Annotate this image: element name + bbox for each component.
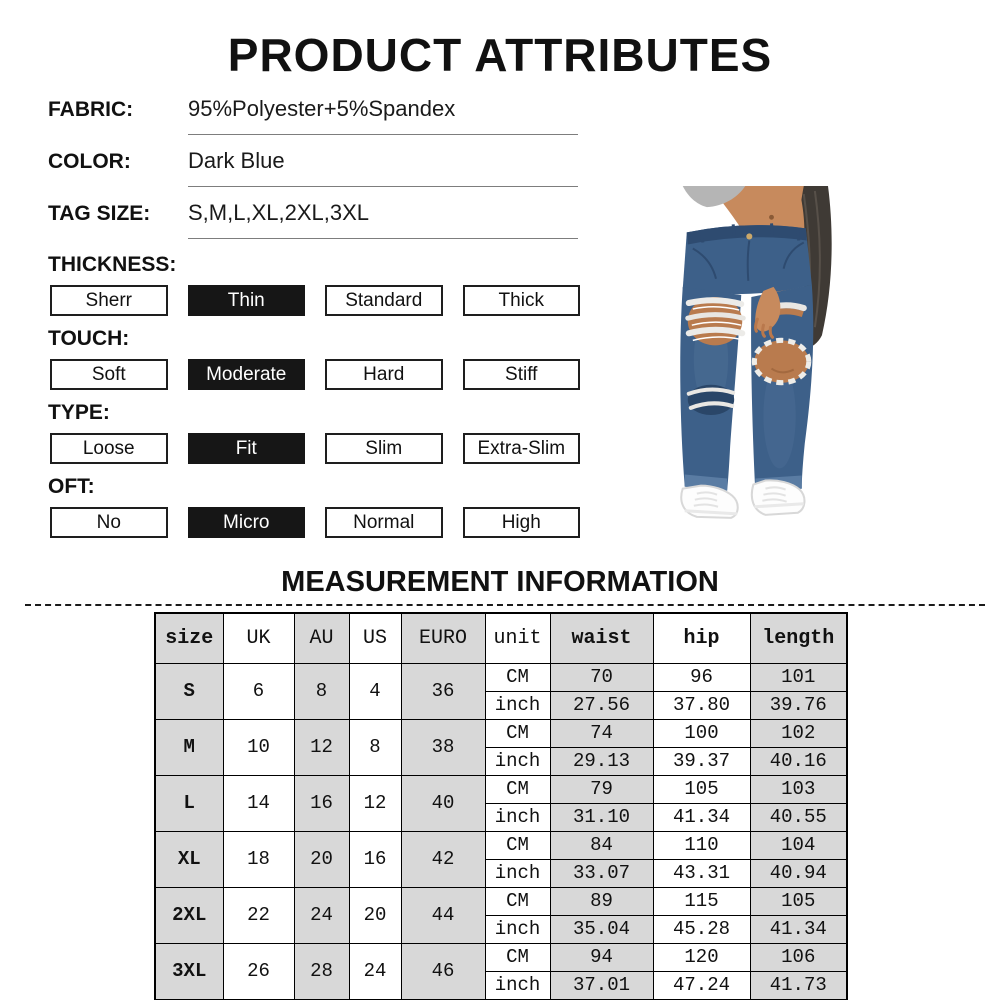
header-cell-size: size <box>155 613 223 664</box>
fabric-row <box>48 96 578 140</box>
size-cell: 2XL <box>155 888 223 944</box>
type-option-fit[interactable]: Fit <box>188 433 306 464</box>
thickness-option-sherr[interactable]: Sherr <box>50 285 168 316</box>
table-cell: 12 <box>294 720 349 776</box>
unit-cell: inch <box>485 972 550 1000</box>
table-cell: 27.56 <box>550 692 653 720</box>
table-cell: 70 <box>550 664 653 692</box>
size-cell: 3XL <box>155 944 223 1000</box>
color-label: COLOR: <box>48 150 131 173</box>
table-cell: 20 <box>349 888 401 944</box>
table-cell: 105 <box>750 888 847 916</box>
unit-cell: inch <box>485 748 550 776</box>
fabric-label: FABRIC: <box>48 98 134 121</box>
divider <box>188 238 578 239</box>
table-cell: 6 <box>223 664 294 720</box>
table-cell: 33.07 <box>550 860 653 888</box>
type-section <box>48 401 580 464</box>
table-cell: 102 <box>750 720 847 748</box>
table-cell: 22 <box>223 888 294 944</box>
thickness-option-thin[interactable]: Thin <box>188 285 306 316</box>
table-row <box>155 664 847 692</box>
table-cell: 18 <box>223 832 294 888</box>
table-cell: 36 <box>401 664 485 720</box>
table-row <box>155 888 847 916</box>
table-cell: 38 <box>401 720 485 776</box>
table-cell: 29.13 <box>550 748 653 776</box>
table-cell: 16 <box>294 776 349 832</box>
table-cell: 40.94 <box>750 860 847 888</box>
oft-option-high[interactable]: High <box>463 507 581 538</box>
table-cell: 8 <box>294 664 349 720</box>
unit-cell: CM <box>485 664 550 692</box>
tag-size-label: TAG SIZE: <box>48 202 151 225</box>
table-cell: 47.24 <box>653 972 750 1000</box>
table-cell: 20 <box>294 832 349 888</box>
size-cell: XL <box>155 832 223 888</box>
fabric-value: 95%Polyester+5%Spandex <box>188 96 456 121</box>
table-cell: 10 <box>223 720 294 776</box>
unit-cell: inch <box>485 916 550 944</box>
table-cell: 16 <box>349 832 401 888</box>
table-row <box>155 776 847 804</box>
oft-options <box>50 507 580 538</box>
table-cell: 39.76 <box>750 692 847 720</box>
type-option-loose[interactable]: Loose <box>50 433 168 464</box>
table-cell: 45.28 <box>653 916 750 944</box>
unit-cell: CM <box>485 720 550 748</box>
type-option-slim[interactable]: Slim <box>325 433 443 464</box>
table-row <box>155 720 847 748</box>
thickness-section <box>48 253 580 316</box>
table-cell: 12 <box>349 776 401 832</box>
touch-label: TOUCH: <box>48 327 130 350</box>
touch-option-moderate[interactable]: Moderate <box>188 359 306 390</box>
product-photo <box>652 186 890 534</box>
type-label: TYPE: <box>48 401 110 424</box>
measurement-title: MEASUREMENT INFORMATION <box>281 566 719 598</box>
table-cell: 42 <box>401 832 485 888</box>
table-cell: 39.37 <box>653 748 750 776</box>
header-cell-waist: waist <box>550 613 653 664</box>
table-cell: 35.04 <box>550 916 653 944</box>
header-cell-hip: hip <box>653 613 750 664</box>
table-cell: 41.34 <box>750 916 847 944</box>
table-cell: 37.80 <box>653 692 750 720</box>
table-cell: 110 <box>653 832 750 860</box>
table-cell: 24 <box>294 888 349 944</box>
size-cell: L <box>155 776 223 832</box>
header-cell-length: length <box>750 613 847 664</box>
table-cell: 84 <box>550 832 653 860</box>
tag-size-value: S,M,L,XL,2XL,3XL <box>188 200 369 225</box>
page-title: PRODUCT ATTRIBUTES <box>227 29 773 81</box>
size-cell: S <box>155 664 223 720</box>
size-table-head <box>155 613 847 664</box>
header-cell-UK: UK <box>223 613 294 664</box>
table-cell: 101 <box>750 664 847 692</box>
table-cell: 115 <box>653 888 750 916</box>
touch-option-hard[interactable]: Hard <box>325 359 443 390</box>
touch-option-soft[interactable]: Soft <box>50 359 168 390</box>
table-cell: 31.10 <box>550 804 653 832</box>
unit-cell: CM <box>485 776 550 804</box>
table-cell: 105 <box>653 776 750 804</box>
table-cell: 24 <box>349 944 401 1000</box>
table-cell: 4 <box>349 664 401 720</box>
unit-cell: inch <box>485 692 550 720</box>
type-option-extra-slim[interactable]: Extra-Slim <box>463 433 581 464</box>
thickness-option-thick[interactable]: Thick <box>463 285 581 316</box>
table-cell: 40 <box>401 776 485 832</box>
divider <box>188 134 578 135</box>
type-options <box>50 433 580 464</box>
oft-option-micro[interactable]: Micro <box>188 507 306 538</box>
thickness-options <box>50 285 580 316</box>
table-cell: 43.31 <box>653 860 750 888</box>
ripped-jeans-illustration <box>652 186 890 534</box>
oft-label: OFT: <box>48 475 95 498</box>
touch-section <box>48 327 580 390</box>
table-row <box>155 944 847 972</box>
header-cell-unit: unit <box>485 613 550 664</box>
table-cell: 41.73 <box>750 972 847 1000</box>
header-cell-US: US <box>349 613 401 664</box>
table-cell: 104 <box>750 832 847 860</box>
table-cell: 94 <box>550 944 653 972</box>
oft-option-no[interactable]: No <box>50 507 168 538</box>
table-cell: 40.16 <box>750 748 847 776</box>
table-cell: 79 <box>550 776 653 804</box>
table-cell: 26 <box>223 944 294 1000</box>
table-cell: 100 <box>653 720 750 748</box>
tag-size-row <box>48 200 578 244</box>
thickness-option-standard[interactable]: Standard <box>325 285 443 316</box>
table-cell: 96 <box>653 664 750 692</box>
table-cell: 28 <box>294 944 349 1000</box>
unit-cell: inch <box>485 860 550 888</box>
header-cell-AU: AU <box>294 613 349 664</box>
touch-options <box>50 359 580 390</box>
size-table <box>154 612 848 1000</box>
size-cell: M <box>155 720 223 776</box>
table-cell: 44 <box>401 888 485 944</box>
unit-cell: CM <box>485 944 550 972</box>
table-cell: 46 <box>401 944 485 1000</box>
table-cell: 8 <box>349 720 401 776</box>
touch-option-stiff[interactable]: Stiff <box>463 359 581 390</box>
color-value: Dark Blue <box>188 148 285 173</box>
table-cell: 120 <box>653 944 750 972</box>
table-cell: 89 <box>550 888 653 916</box>
size-table-body <box>155 664 847 1000</box>
unit-cell: CM <box>485 888 550 916</box>
color-row <box>48 148 578 192</box>
table-cell: 14 <box>223 776 294 832</box>
table-cell: 74 <box>550 720 653 748</box>
header-cell-EURO: EURO <box>401 613 485 664</box>
table-cell: 37.01 <box>550 972 653 1000</box>
oft-option-normal[interactable]: Normal <box>325 507 443 538</box>
table-cell: 103 <box>750 776 847 804</box>
divider <box>188 186 578 187</box>
table-cell: 106 <box>750 944 847 972</box>
oft-section <box>48 475 580 538</box>
table-cell: 41.34 <box>653 804 750 832</box>
table-row <box>155 832 847 860</box>
table-cell: 40.55 <box>750 804 847 832</box>
unit-cell: inch <box>485 804 550 832</box>
dashed-divider <box>25 604 985 606</box>
unit-cell: CM <box>485 832 550 860</box>
thickness-label: THICKNESS: <box>48 253 177 276</box>
